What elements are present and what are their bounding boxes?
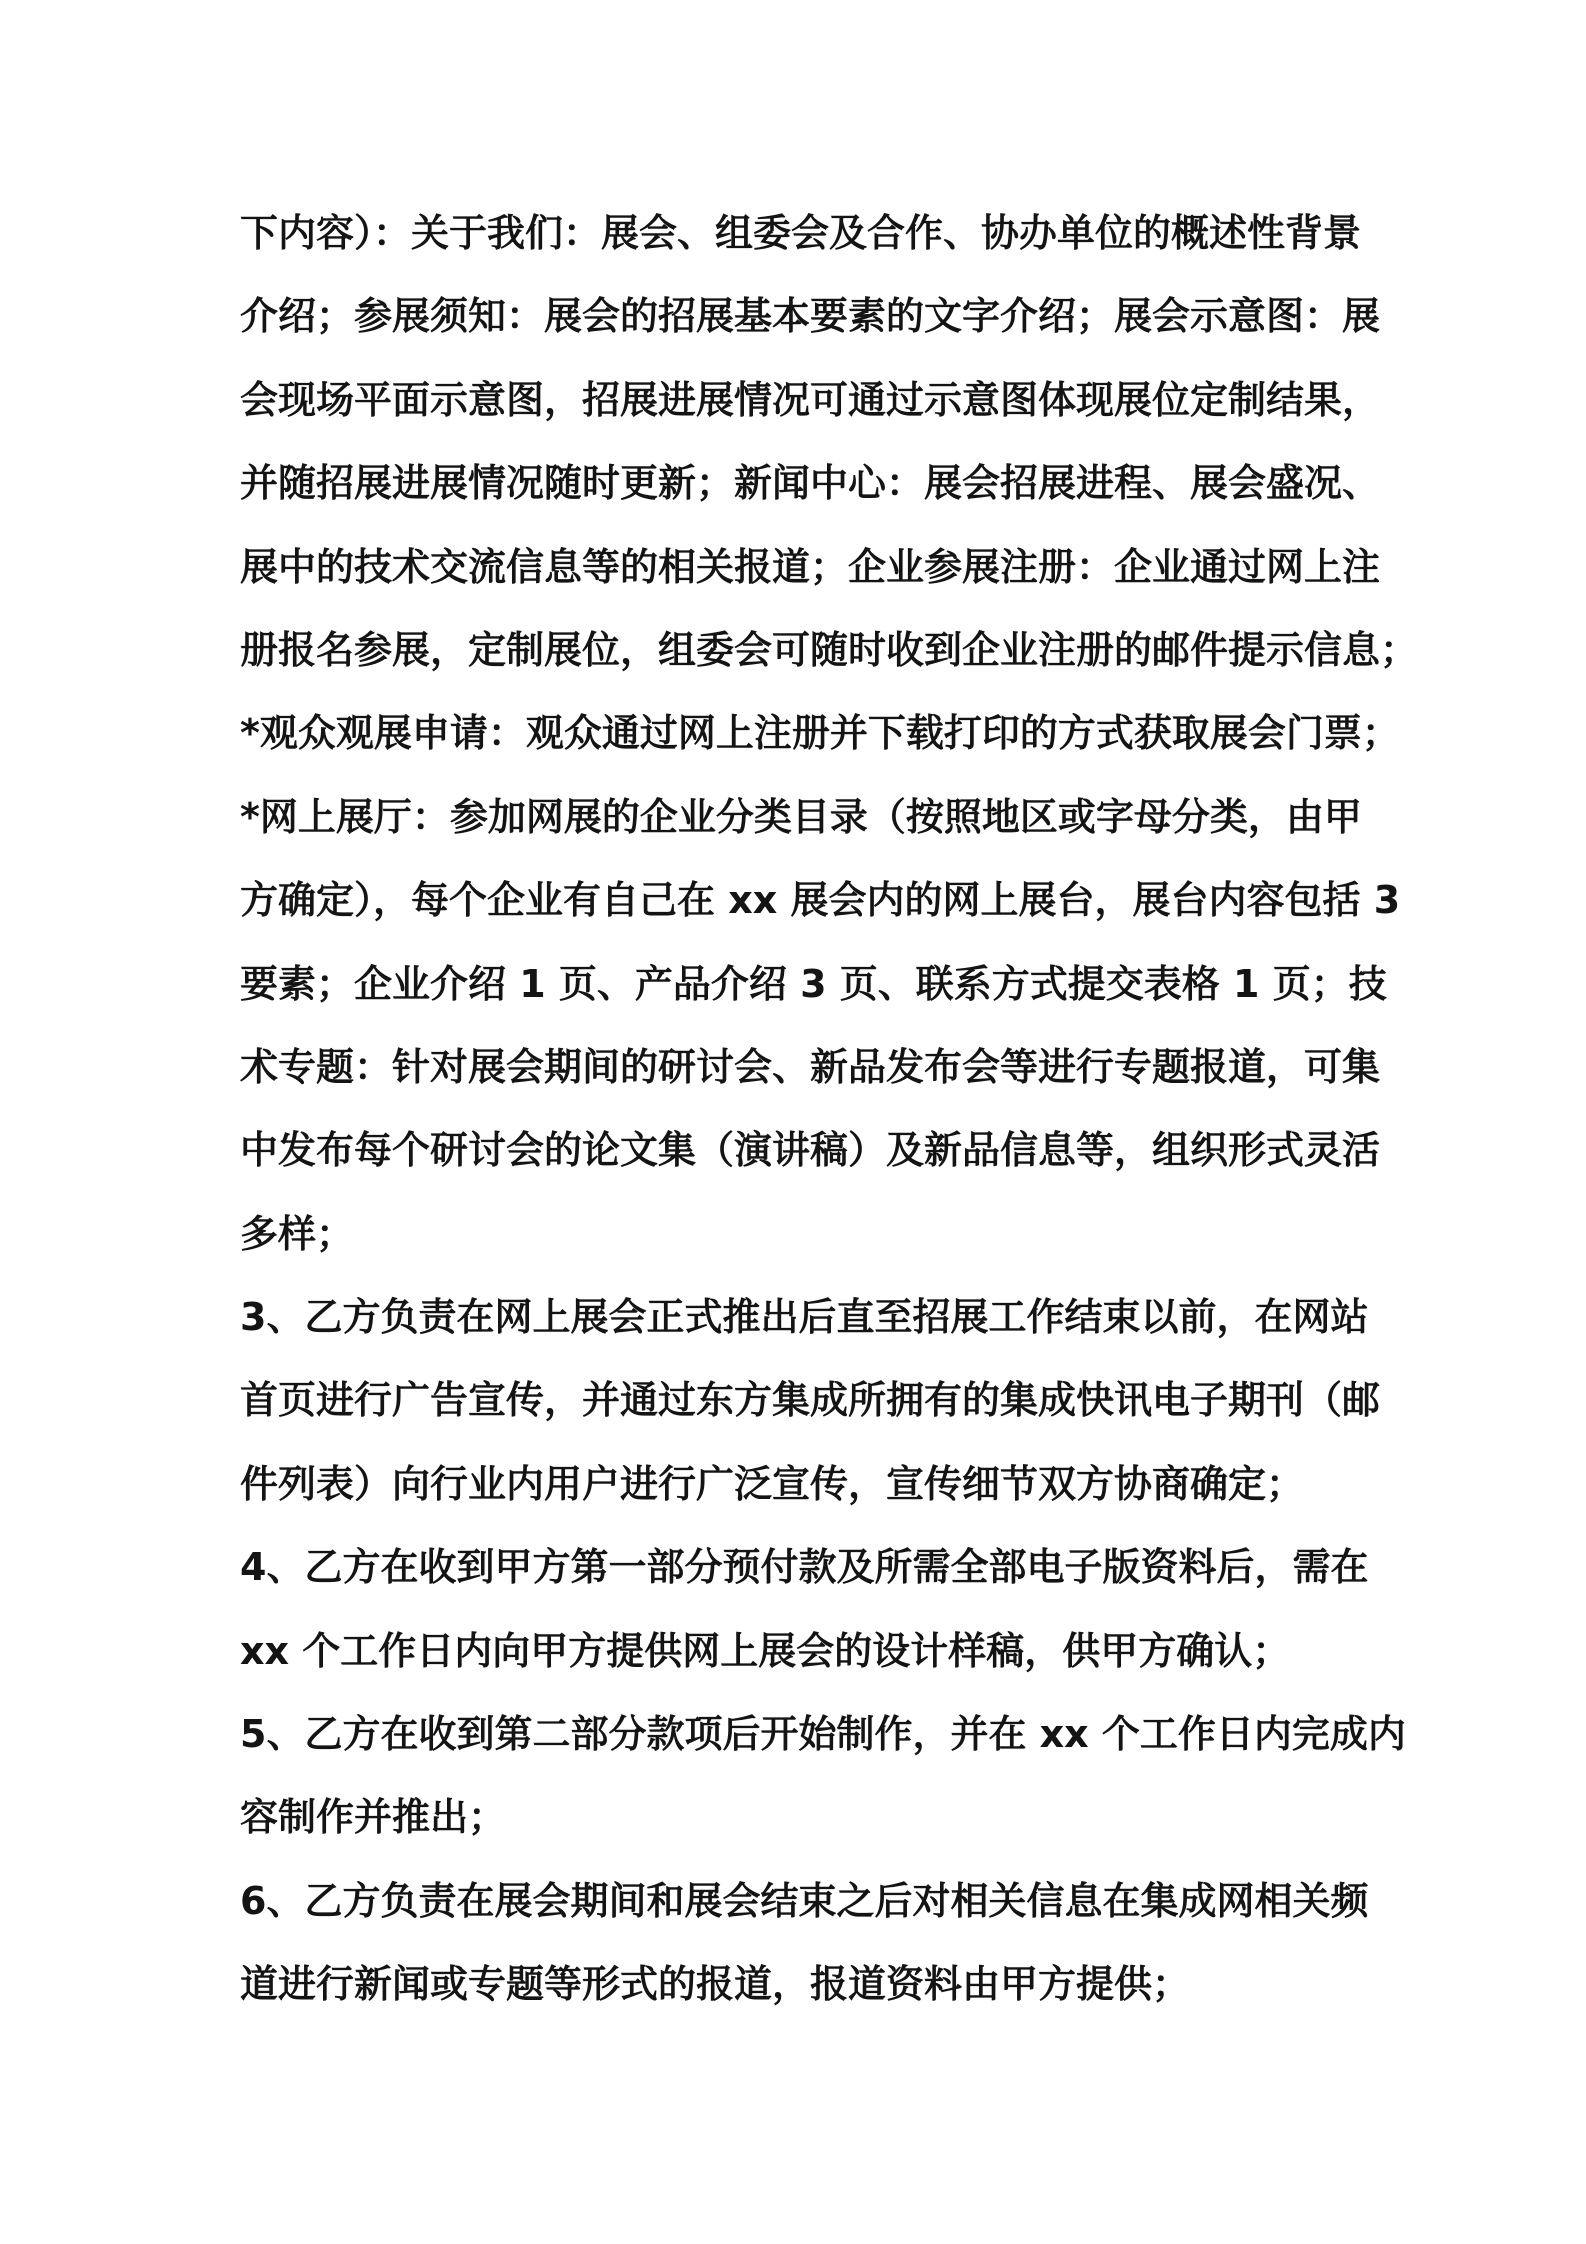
text-line: 会现场平面示意图，招展进展情况可通过示意图体现展位定制结果， <box>240 377 1381 422</box>
text-line: 中发布每个研讨会的论文集（演讲稿）及新品信息等，组织形式灵活 <box>240 1128 1381 1173</box>
text-line: 下内容）：关于我们：展会、组委会及合作、协办单位的概述性背景 <box>240 211 1362 255</box>
text-line: *观众观展申请：观众通过网上注册并下载打印的方式获取展会门票； <box>240 711 1400 756</box>
text-line: 展中的技术交流信息等的相关报道；企业参展注册：企业通过网上注 <box>240 544 1381 589</box>
text-line: 多样； <box>240 1211 355 1256</box>
text-line: *网上展厅：参加网展的企业分类目录（按照地区或字母分类，由甲 <box>240 794 1362 839</box>
text-line: 道进行新闻或专题等形式的报道，报道资料由甲方提供； <box>240 1962 1191 2007</box>
text-line: 要素；企业介绍 1 页、产品介绍 3 页、联系方式提交表格 1 页；技 <box>240 961 1387 1006</box>
text-line: 4、乙方在收到甲方第一部分预付款及所需全部电子版资料后，需在 <box>240 1545 1369 1590</box>
text-line: xx 个工作日内向甲方提供网上展会的设计样稿，供甲方确认； <box>240 1628 1291 1673</box>
text-line: 容制作并推出； <box>240 1795 507 1840</box>
text-line: 册报名参展，定制展位，组委会可随时收到企业注册的邮件提示信息； <box>240 627 1419 672</box>
text-line: 并随招展进展情况随时更新；新闻中心：展会招展进程、展会盛况、 <box>240 461 1381 506</box>
text-line: 件列表）向行业内用户进行广泛宣传，宣传细节双方协商确定； <box>240 1461 1305 1506</box>
text-line: 首页进行广告宣传，并通过东方集成所拥有的集成快讯电子期刊（邮 <box>240 1378 1381 1423</box>
text-line: 方确定），每个企业有自己在 xx 展会内的网上展台，展台内容包括 3 <box>240 878 1401 923</box>
text-line: 术专题：针对展会期间的研讨会、新品发布会等进行专题报道，可集 <box>240 1044 1381 1089</box>
document-body <box>240 192 1419 2027</box>
text-line: 5、乙方在收到第二部分款项后开始制作，并在 xx 个工作日内完成内 <box>240 1712 1406 1757</box>
text-line: 6、乙方负责在展会期间和展会结束之后对相关信息在集成网相关频 <box>240 1878 1369 1923</box>
text-line: 3、乙方负责在网上展会正式推出后直至招展工作结束以前，在网站 <box>240 1295 1369 1340</box>
text-line: 介绍；参展须知：展会的招展基本要素的文字介绍；展会示意图：展 <box>240 294 1381 339</box>
